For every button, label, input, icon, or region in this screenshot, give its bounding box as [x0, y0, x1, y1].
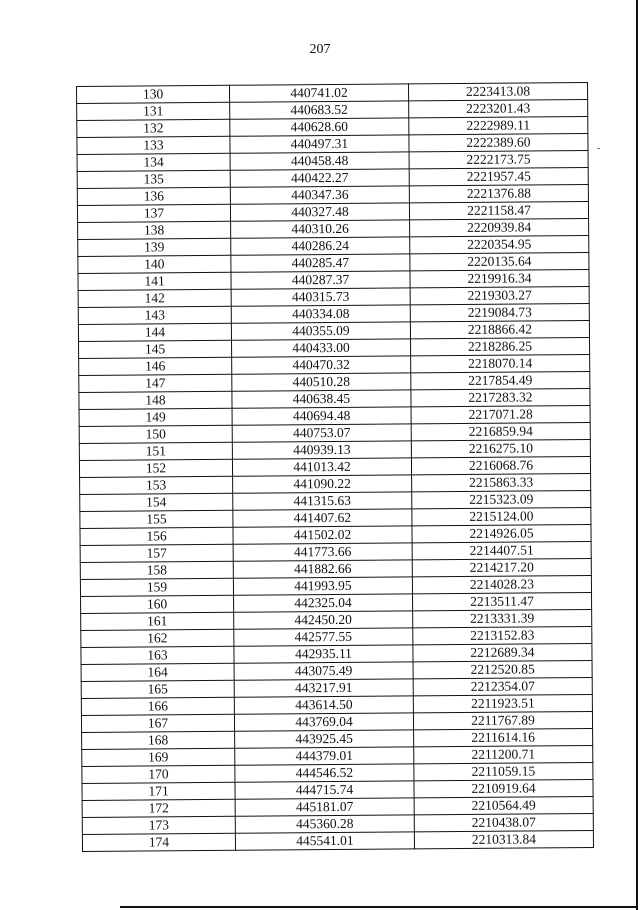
x-coordinate-cell: 444715.74 — [235, 781, 414, 799]
y-coordinate-cell: 2222989.11 — [409, 116, 588, 134]
x-coordinate-cell: 443925.45 — [235, 730, 414, 748]
x-coordinate-cell: 440327.48 — [230, 203, 409, 221]
point-number-cell: 133 — [77, 136, 230, 154]
point-number-cell: 144 — [78, 323, 231, 341]
y-coordinate-cell: 2214926.05 — [412, 524, 591, 542]
y-coordinate-cell: 2211923.51 — [413, 694, 592, 712]
x-coordinate-cell: 440422.27 — [230, 169, 409, 187]
x-coordinate-cell: 442935.11 — [234, 645, 413, 663]
x-coordinate-cell: 440741.02 — [229, 84, 408, 102]
y-coordinate-cell: 2214407.51 — [412, 541, 591, 559]
point-number-cell: 150 — [79, 425, 232, 443]
y-coordinate-cell: 2219303.27 — [410, 286, 589, 304]
y-coordinate-cell: 2222389.60 — [409, 133, 588, 151]
point-number-cell: 130 — [77, 85, 230, 103]
y-coordinate-cell: 2211059.15 — [414, 762, 593, 780]
x-coordinate-cell: 441502.02 — [233, 526, 412, 544]
point-number-cell: 156 — [80, 527, 233, 545]
x-coordinate-cell: 441090.22 — [233, 475, 412, 493]
point-number-cell: 134 — [77, 153, 230, 171]
x-coordinate-cell: 440694.48 — [232, 407, 411, 425]
x-coordinate-cell: 440939.13 — [232, 441, 411, 459]
point-number-cell: 164 — [81, 663, 234, 681]
point-number-cell: 159 — [80, 578, 233, 596]
point-number-cell: 172 — [82, 799, 235, 817]
y-coordinate-cell: 2216859.94 — [411, 422, 590, 440]
x-coordinate-cell: 440310.26 — [231, 220, 410, 238]
x-coordinate-cell: 441993.95 — [233, 577, 412, 595]
y-coordinate-cell: 2211614.16 — [414, 728, 593, 746]
x-coordinate-cell: 443769.04 — [234, 713, 413, 731]
x-coordinate-cell: 444379.01 — [235, 747, 414, 765]
y-coordinate-cell: 2220939.84 — [410, 218, 589, 236]
y-coordinate-cell: 2215863.33 — [412, 473, 591, 491]
point-number-cell: 170 — [82, 765, 235, 783]
y-coordinate-cell: 2215124.00 — [412, 507, 591, 525]
y-coordinate-cell: 2212520.85 — [413, 660, 592, 678]
x-coordinate-cell: 440470.32 — [232, 356, 411, 374]
coordinate-table — [76, 82, 594, 852]
y-coordinate-cell: 2221957.45 — [409, 167, 588, 185]
y-coordinate-cell: 2223413.08 — [408, 82, 587, 100]
x-coordinate-cell: 440433.00 — [232, 339, 411, 357]
y-coordinate-cell: 2217283.32 — [411, 388, 590, 406]
x-coordinate-cell: 445360.28 — [235, 815, 414, 833]
y-coordinate-cell: 2210438.07 — [414, 813, 593, 831]
point-number-cell: 152 — [79, 459, 232, 477]
point-number-cell: 132 — [77, 119, 230, 137]
y-coordinate-cell: 2221376.88 — [409, 184, 588, 202]
scan-frame-right-edge — [636, 0, 638, 910]
x-coordinate-cell: 440334.08 — [231, 305, 410, 323]
y-coordinate-cell: 2216068.76 — [411, 456, 590, 474]
x-coordinate-cell: 442577.55 — [234, 628, 413, 646]
y-coordinate-cell: 2215323.09 — [412, 490, 591, 508]
x-coordinate-cell: 441013.42 — [232, 458, 411, 476]
point-number-cell: 137 — [77, 204, 230, 222]
point-number-cell: 145 — [79, 340, 232, 358]
x-coordinate-cell: 440753.07 — [232, 424, 411, 442]
point-number-cell: 149 — [79, 408, 232, 426]
point-number-cell: 160 — [81, 595, 234, 613]
y-coordinate-cell: 2214217.20 — [412, 558, 591, 576]
point-number-cell: 168 — [82, 731, 235, 749]
y-coordinate-cell: 2218070.14 — [411, 354, 590, 372]
x-coordinate-cell: 443217.91 — [234, 679, 413, 697]
point-number-cell: 142 — [78, 289, 231, 307]
x-coordinate-cell: 440347.36 — [230, 186, 409, 204]
x-coordinate-cell: 441315.63 — [233, 492, 412, 510]
point-number-cell: 141 — [78, 272, 231, 290]
y-coordinate-cell: 2218286.25 — [410, 337, 589, 355]
x-coordinate-cell: 441407.62 — [233, 509, 412, 527]
point-number-cell: 135 — [77, 170, 230, 188]
y-coordinate-cell: 2212689.34 — [413, 643, 592, 661]
x-coordinate-cell: 440285.47 — [231, 254, 410, 272]
y-coordinate-cell: 2221158.47 — [409, 201, 588, 219]
x-coordinate-cell: 441773.66 — [233, 543, 412, 561]
x-coordinate-cell: 440628.60 — [230, 118, 409, 136]
point-number-cell: 138 — [78, 221, 231, 239]
y-coordinate-cell: 2216275.10 — [411, 439, 590, 457]
x-coordinate-cell: 440287.37 — [231, 271, 410, 289]
y-coordinate-cell: 2220354.95 — [410, 235, 589, 253]
point-number-cell: 163 — [81, 646, 234, 664]
x-coordinate-cell: 443075.49 — [234, 662, 413, 680]
x-coordinate-cell: 440638.45 — [232, 390, 411, 408]
x-coordinate-cell: 440355.09 — [231, 322, 410, 340]
point-number-cell: 165 — [81, 680, 234, 698]
x-coordinate-cell: 441882.66 — [233, 560, 412, 578]
point-number-cell: 166 — [81, 697, 234, 715]
point-number-cell: 167 — [81, 714, 234, 732]
point-number-cell: 154 — [80, 493, 233, 511]
point-number-cell: 162 — [81, 629, 234, 647]
table-row — [82, 830, 593, 851]
x-coordinate-cell: 442450.20 — [234, 611, 413, 629]
y-coordinate-cell: 2210564.49 — [414, 796, 593, 814]
x-coordinate-cell: 445181.07 — [235, 798, 414, 816]
point-number-cell: 157 — [80, 544, 233, 562]
y-coordinate-cell: 2222173.75 — [409, 150, 588, 168]
point-number-cell: 148 — [79, 391, 232, 409]
point-number-cell: 161 — [81, 612, 234, 630]
y-coordinate-cell: 2219084.73 — [410, 303, 589, 321]
y-coordinate-cell: 2210313.84 — [414, 830, 593, 848]
y-coordinate-cell: 2218866.42 — [410, 320, 589, 338]
y-coordinate-cell: 2219916.34 — [410, 269, 589, 287]
point-number-cell: 146 — [79, 357, 232, 375]
y-coordinate-cell: 2213152.83 — [413, 626, 592, 644]
y-coordinate-cell: 2213331.39 — [413, 609, 592, 627]
point-number-cell: 151 — [79, 442, 232, 460]
x-coordinate-cell: 440286.24 — [231, 237, 410, 255]
point-number-cell: 140 — [78, 255, 231, 273]
x-coordinate-cell: 440458.48 — [230, 152, 409, 170]
point-number-cell: 174 — [82, 833, 235, 851]
point-number-cell: 169 — [82, 748, 235, 766]
point-number-cell: 143 — [78, 306, 231, 324]
x-coordinate-cell: 444546.52 — [235, 764, 414, 782]
y-coordinate-cell: 2220135.64 — [410, 252, 589, 270]
point-number-cell: 158 — [80, 561, 233, 579]
x-coordinate-cell: 442325.04 — [234, 594, 413, 612]
y-coordinate-cell: 2213511.47 — [412, 592, 591, 610]
point-number-cell: 153 — [80, 476, 233, 494]
y-coordinate-cell: 2211200.71 — [414, 745, 593, 763]
y-coordinate-cell: 2214028.23 — [412, 575, 591, 593]
point-number-cell: 139 — [78, 238, 231, 256]
y-coordinate-cell: 2211767.89 — [413, 711, 592, 729]
y-coordinate-cell: 2223201.43 — [409, 99, 588, 117]
y-coordinate-cell: 2212354.07 — [413, 677, 592, 695]
x-coordinate-cell: 440683.52 — [230, 101, 409, 119]
page-number: 207 — [309, 42, 331, 57]
y-coordinate-cell: 2210919.64 — [414, 779, 593, 797]
point-number-cell: 136 — [77, 187, 230, 205]
point-number-cell: 131 — [77, 102, 230, 120]
x-coordinate-cell: 440315.73 — [231, 288, 410, 306]
point-number-cell: 173 — [82, 816, 235, 834]
coordinate-table-body — [77, 82, 594, 851]
scan-frame-bottom-edge — [120, 906, 638, 908]
x-coordinate-cell: 443614.50 — [234, 696, 413, 714]
x-coordinate-cell: 440510.28 — [232, 373, 411, 391]
point-number-cell: 171 — [82, 782, 235, 800]
point-number-cell: 155 — [80, 510, 233, 528]
scan-speck — [597, 148, 600, 149]
x-coordinate-cell: 445541.01 — [235, 832, 414, 850]
x-coordinate-cell: 440497.31 — [230, 135, 409, 153]
y-coordinate-cell: 2217071.28 — [411, 405, 590, 423]
point-number-cell: 147 — [79, 374, 232, 392]
y-coordinate-cell: 2217854.49 — [411, 371, 590, 389]
